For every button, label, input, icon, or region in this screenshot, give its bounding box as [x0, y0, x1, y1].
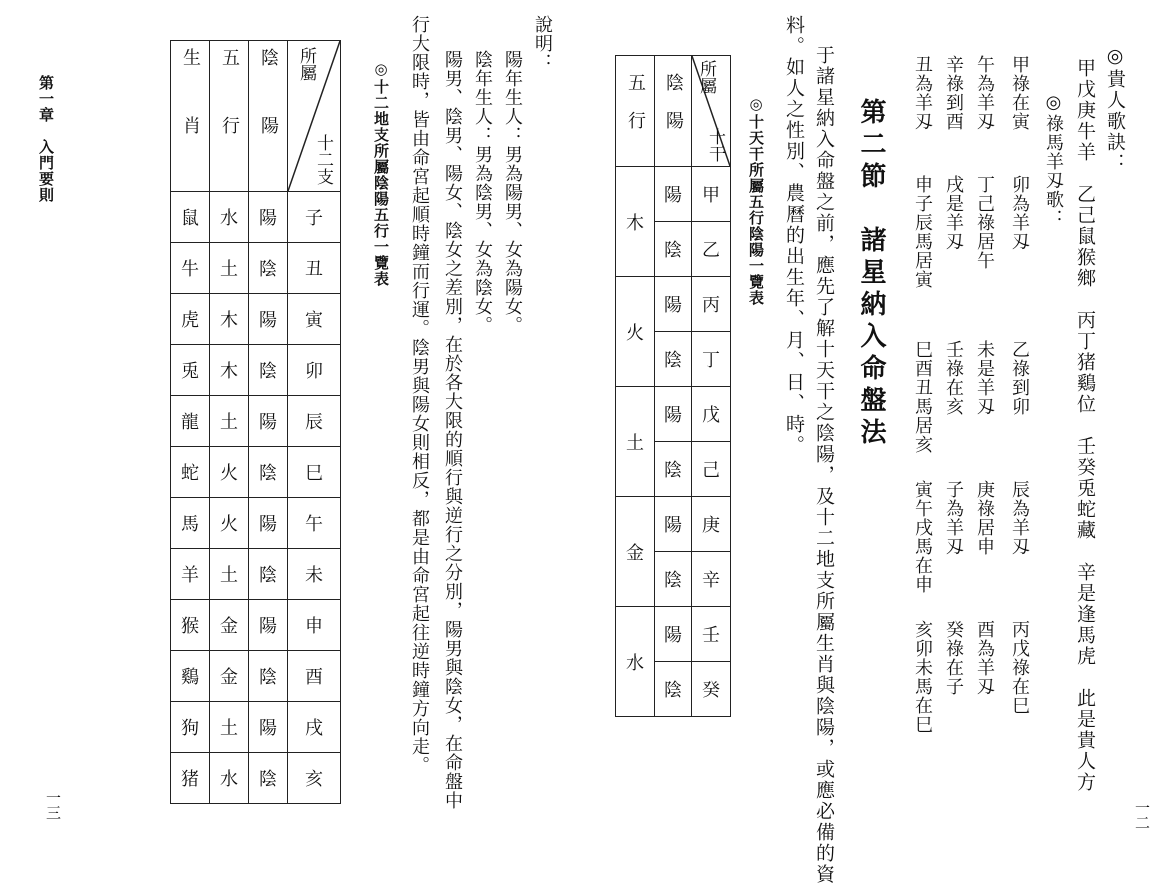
explain-line-1: 陽年生人：男為陽男、女為陽女。: [502, 50, 523, 335]
lu-verse-item: 丁己祿居午: [974, 175, 995, 270]
branch-yinyang-cell: 陽: [249, 498, 288, 549]
stem-yinyang-cell: 陽: [655, 387, 692, 442]
stem-cell: 乙: [692, 222, 731, 277]
branch-cell: 丑: [288, 243, 341, 294]
stem-wuxing-cell: 金: [616, 497, 655, 607]
body-line-2: 料。如人之性別、農曆的出生年、月、日、時。: [783, 15, 805, 456]
lu-verse-item: 乙祿到卯: [1009, 340, 1030, 416]
branch-wuxing-cell: 火: [210, 447, 249, 498]
branch-cell: 未: [288, 549, 341, 600]
stem-wuxing-cell: 水: [616, 607, 655, 717]
branch-zodiac-cell: 兎: [171, 345, 210, 396]
branch-table-title: ◎十二地支所屬陰陽五行一覽表: [372, 60, 390, 287]
branch-wuxing-cell: 水: [210, 753, 249, 804]
lu-verse-item: 亥卯未馬在巳: [912, 620, 933, 734]
branch-zodiac-cell: 鷄: [171, 651, 210, 702]
branch-yinyang-cell: 陰: [249, 753, 288, 804]
branch-wuxing-cell: 土: [210, 549, 249, 600]
branch-yinyang-cell: 陽: [249, 396, 288, 447]
branch-table: [170, 40, 341, 804]
branch-zodiac-cell: 鼠: [171, 192, 210, 243]
stem-yinyang-cell: 陽: [655, 497, 692, 552]
lu-verse-item: 酉為羊刄: [974, 620, 995, 696]
lu-verse-item: 癸祿在子: [943, 620, 964, 696]
branch-zodiac-cell: 狗: [171, 702, 210, 753]
branch-cell: 亥: [288, 753, 341, 804]
stem-cell: 戊: [692, 387, 731, 442]
lu-verse-item: 壬祿在亥: [943, 340, 964, 416]
branch-yinyang-cell: 陰: [249, 345, 288, 396]
explain-line-2: 陰年生人：男為陰男、女為陰女。: [472, 50, 493, 335]
branch-cell: 酉: [288, 651, 341, 702]
explain-line-3: 陽男、陰男、陽女、陰女之差別，在於各大限的順行與逆行之分別，陽男與陰女，在命盤中: [442, 50, 463, 810]
branch-wuxing-cell: 木: [210, 345, 249, 396]
branch-wuxing-cell: 土: [210, 396, 249, 447]
guiren-verse: 甲戊庚牛羊 乙己鼠猴鄉 丙丁猪鷄位 壬癸兎蛇藏 辛是逢馬虎 此是貴人方: [1074, 58, 1096, 793]
branch-zodiac-cell: 牛: [171, 243, 210, 294]
stem-yinyang-cell: 陰: [655, 662, 692, 717]
branch-yinyang-label: 陰陽: [249, 41, 288, 192]
chapter-label: 第一章 入門要則: [37, 75, 55, 203]
lu-verse-item: 庚祿居申: [974, 480, 995, 556]
branch-cell: 寅: [288, 294, 341, 345]
branch-cell: 卯: [288, 345, 341, 396]
branch-zodiac-cell: 羊: [171, 549, 210, 600]
branch-wuxing-cell: 水: [210, 192, 249, 243]
stem-wuxing-label: 五行: [616, 56, 655, 167]
stem-cell: 丁: [692, 332, 731, 387]
stem-yinyang-cell: 陽: [655, 277, 692, 332]
branch-yinyang-cell: 陰: [249, 549, 288, 600]
lu-verse-item: 甲祿在寅: [1009, 55, 1030, 131]
lu-verse-item: 寅午戌馬在申: [912, 480, 933, 594]
lu-verse-item: 未是羊刄: [974, 340, 995, 416]
branch-zodiac-cell: 猪: [171, 753, 210, 804]
lu-verse-item: 午為羊刄: [974, 55, 995, 131]
guiren-title: ◎貴人歌訣：: [1104, 45, 1126, 174]
stem-wuxing-cell: 土: [616, 387, 655, 497]
branch-yinyang-cell: 陽: [249, 294, 288, 345]
branch-wuxing-label: 五行: [210, 41, 249, 192]
branch-zodiac-cell: 猴: [171, 600, 210, 651]
lu-title: ◎祿馬羊刄歌：: [1043, 92, 1064, 228]
branch-yinyang-cell: 陰: [249, 447, 288, 498]
branch-wuxing-cell: 火: [210, 498, 249, 549]
branch-zodiac-cell: 虎: [171, 294, 210, 345]
lu-verse-item: 丙戊祿在巳: [1009, 620, 1030, 715]
lu-verse-item: 辛祿到酉: [943, 55, 964, 131]
branch-wuxing-cell: 土: [210, 702, 249, 753]
stem-table: [615, 55, 731, 717]
branch-yinyang-cell: 陽: [249, 702, 288, 753]
branch-zodiac-cell: 蛇: [171, 447, 210, 498]
section-heading: 第二節 諸星納入命盤法: [856, 98, 886, 450]
stem-wuxing-cell: 木: [616, 167, 655, 277]
branch-zodiac-cell: 馬: [171, 498, 210, 549]
lu-verse-item: 子為羊刄: [943, 480, 964, 556]
stem-yinyang-cell: 陰: [655, 552, 692, 607]
explain-title: 說明：: [532, 15, 553, 72]
stem-yinyang-cell: 陰: [655, 442, 692, 497]
branch-cell: 午: [288, 498, 341, 549]
stem-yinyang-cell: 陰: [655, 222, 692, 277]
stem-table-title: ◎十天干所屬五行陰陽一覽表: [747, 95, 765, 306]
stem-cell: 辛: [692, 552, 731, 607]
branch-cell: 子: [288, 192, 341, 243]
branch-cell: 巳: [288, 447, 341, 498]
stem-yinyang-cell: 陽: [655, 167, 692, 222]
lu-verse-item: 戌是羊刄: [943, 175, 964, 251]
branch-yinyang-cell: 陽: [249, 600, 288, 651]
branch-yinyang-cell: 陰: [249, 243, 288, 294]
lu-verse-item: 卯為羊刄: [1009, 175, 1030, 251]
body-line-1: 于諸星納入命盤之前，應先了解十天干之陰陽，及十二地支所屬生肖與陰陽，或應必備的資: [813, 45, 835, 885]
lu-verse-item: 丑為羊刄: [912, 55, 933, 131]
stem-cell: 甲: [692, 167, 731, 222]
branch-zodiac-label: 生肖: [171, 41, 210, 192]
stem-cell: 丙: [692, 277, 731, 332]
branch-yinyang-cell: 陽: [249, 192, 288, 243]
branch-wuxing-cell: 金: [210, 600, 249, 651]
branch-wuxing-cell: 木: [210, 294, 249, 345]
stem-wuxing-cell: 火: [616, 277, 655, 387]
lu-verse-item: 申子辰馬居寅: [912, 175, 933, 289]
stem-yinyang-cell: 陰: [655, 332, 692, 387]
page-number-left: 一三: [44, 790, 62, 820]
stem-yinyang-label: 陰陽: [655, 56, 692, 167]
branch-yinyang-cell: 陰: [249, 651, 288, 702]
explain-line-4: 行大限時，皆由命宮起順時鐘而行運。陰男與陽女則相反，都是由命宮起往逆時鐘方向走。: [409, 15, 430, 775]
branch-zodiac-cell: 龍: [171, 396, 210, 447]
branch-cell: 辰: [288, 396, 341, 447]
branch-cell: 戌: [288, 702, 341, 753]
stem-cell: 癸: [692, 662, 731, 717]
branch-table-header: 所屬 十二支: [288, 41, 341, 192]
stem-table-header: 所屬 十干: [692, 56, 731, 167]
stem-cell: 庚: [692, 497, 731, 552]
branch-wuxing-cell: 土: [210, 243, 249, 294]
stem-cell: 己: [692, 442, 731, 497]
lu-verse-item: 辰為羊刄: [1009, 480, 1030, 556]
lu-verse-item: 巳酉丑馬居亥: [912, 340, 933, 454]
stem-yinyang-cell: 陽: [655, 607, 692, 662]
branch-cell: 申: [288, 600, 341, 651]
stem-cell: 壬: [692, 607, 731, 662]
page-number-right: 一二: [1133, 800, 1151, 830]
branch-wuxing-cell: 金: [210, 651, 249, 702]
